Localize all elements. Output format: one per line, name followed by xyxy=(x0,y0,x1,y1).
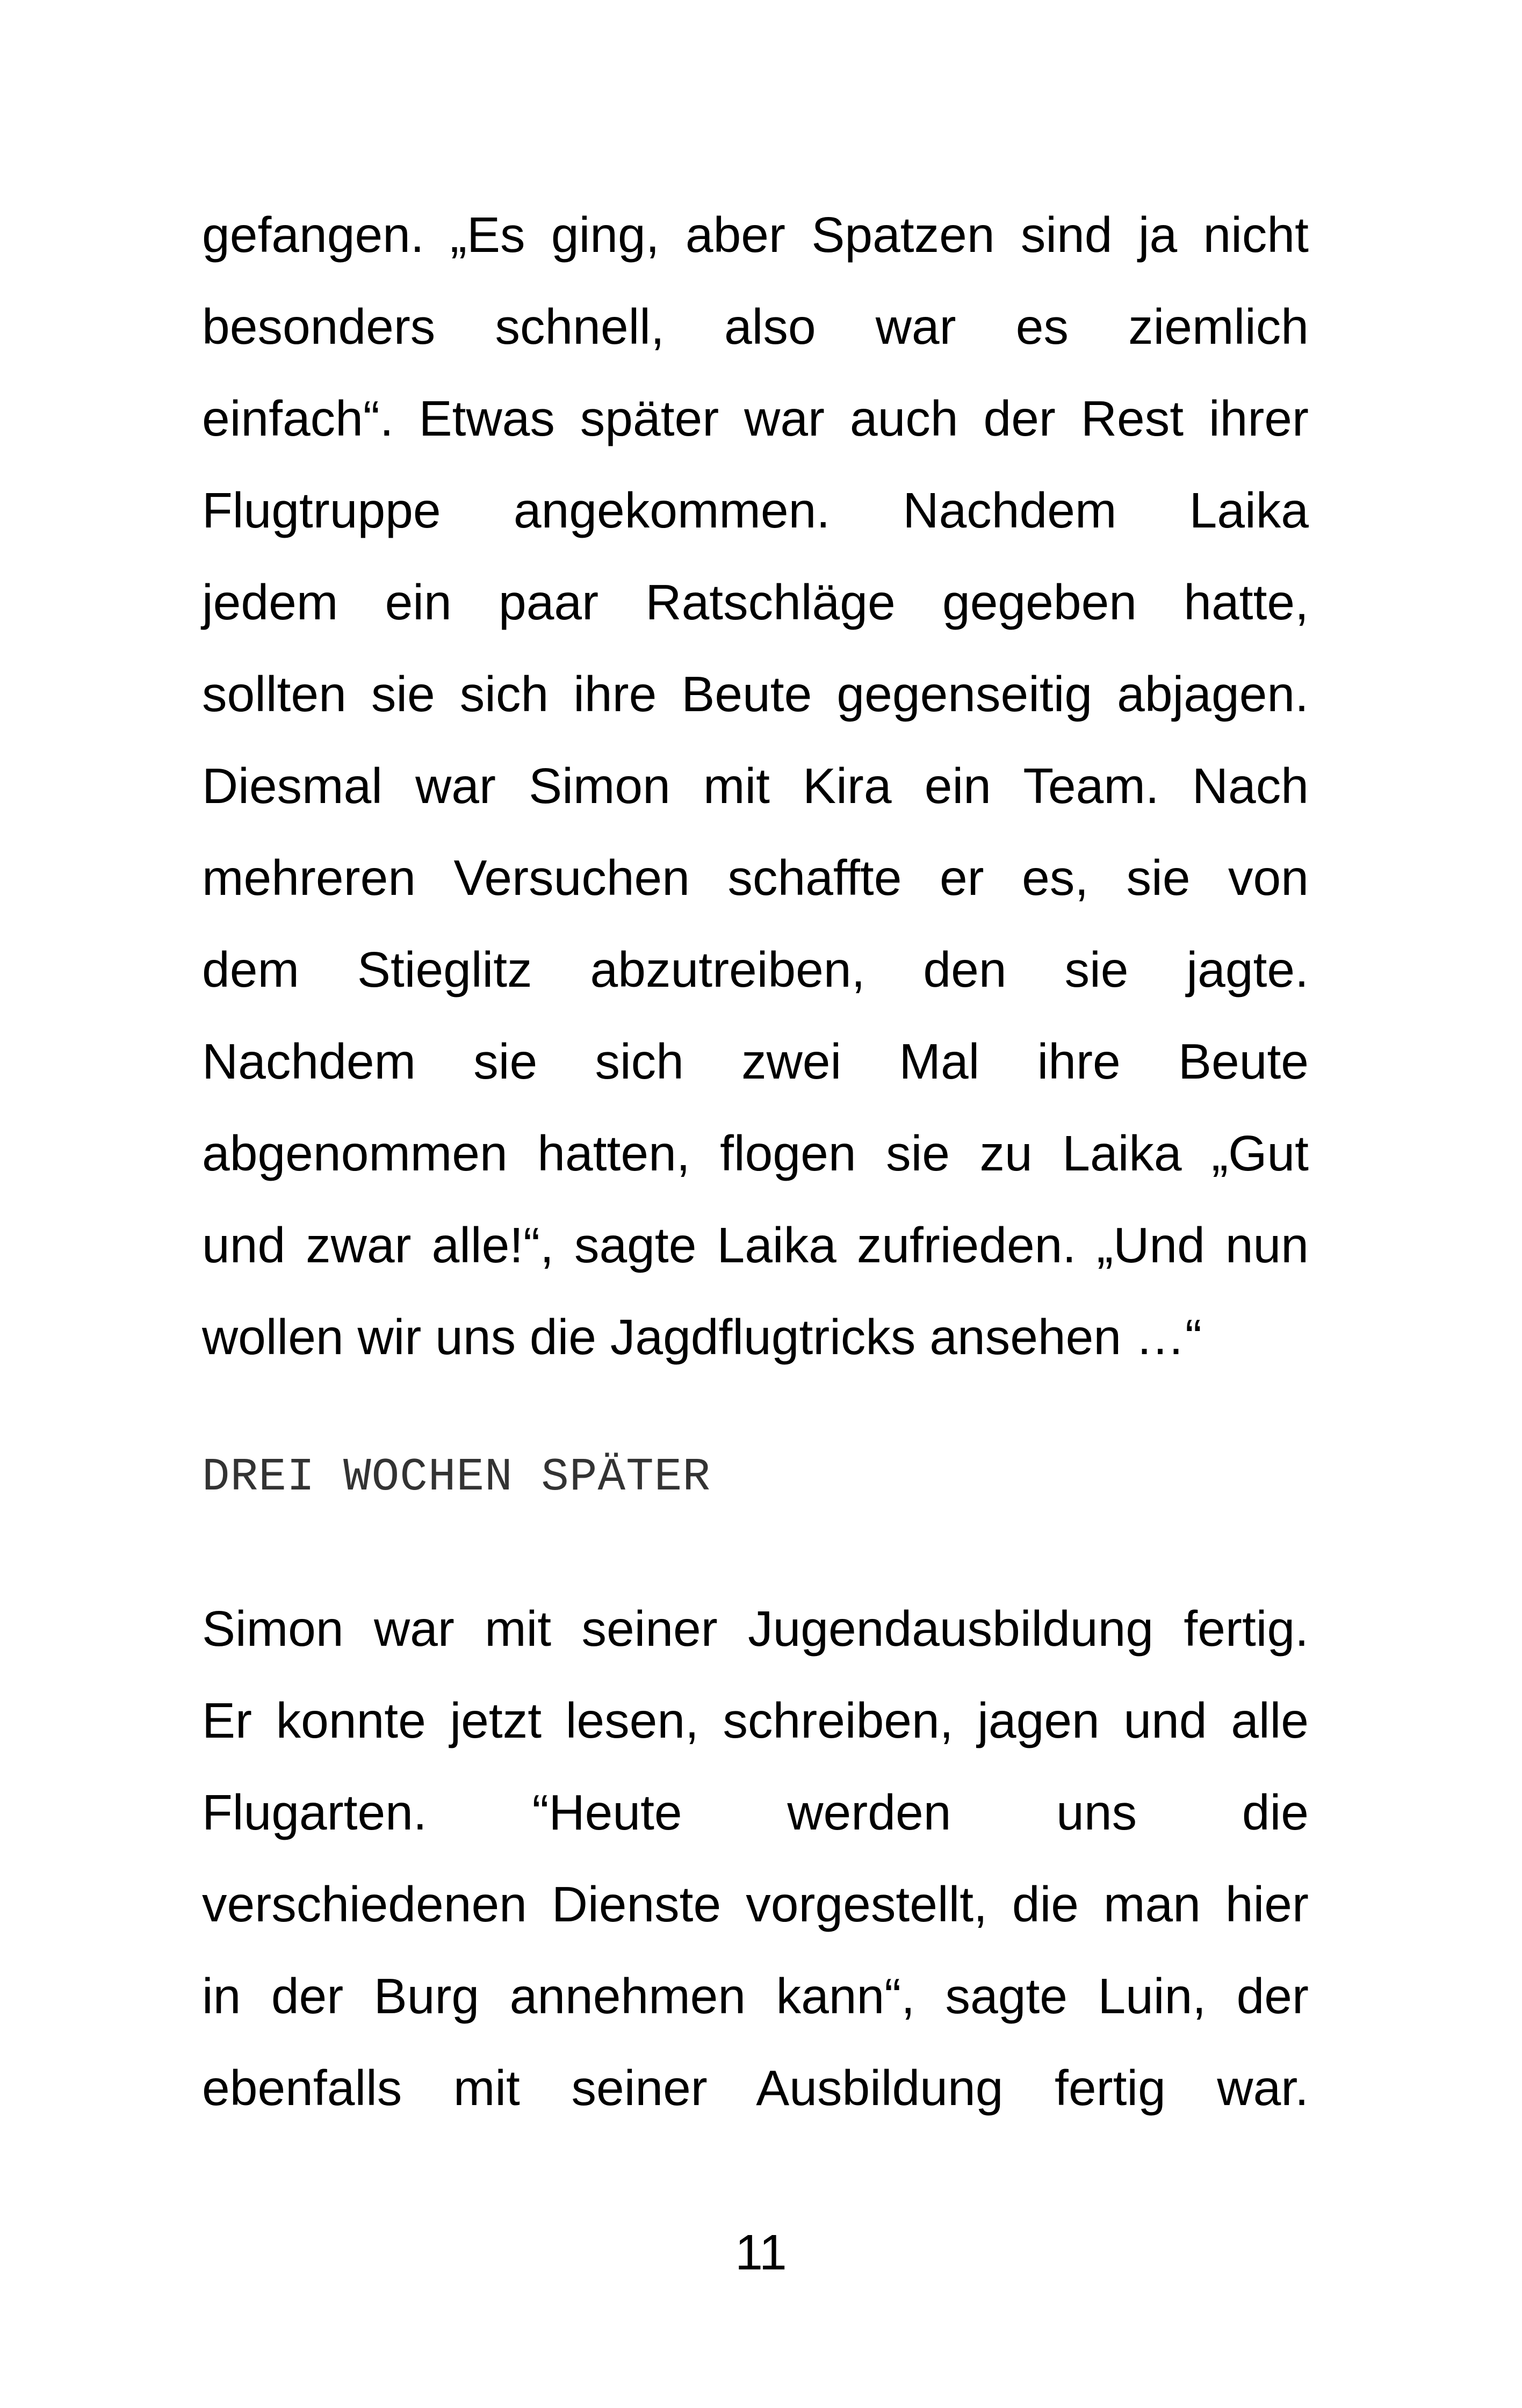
text-line: besonders schnell, also war es ziemlich xyxy=(202,299,1309,355)
text-line: einfach“. Etwas später war auch der Rest ihrer xyxy=(202,391,1309,446)
text-line: dem Stieglitz abzutreiben, den sie jagte. xyxy=(202,942,1309,997)
text-line: jedem ein paar Ratschläge gegeben hatte, xyxy=(202,574,1309,630)
text-line: in der Burg annehmen kann“, sagte Luin, der xyxy=(202,1968,1309,2024)
text-line: gefangen. „Es ging, aber Spatzen sind ja nicht xyxy=(202,207,1309,263)
text-line: und zwar alle!“, sagte Laika zufrieden. „Und nun xyxy=(202,1217,1309,1273)
paragraph-1 xyxy=(202,189,1309,1383)
text-line: Nachdem sie sich zwei Mal ihre Beute xyxy=(202,1033,1309,1089)
page-number: 11 xyxy=(735,2224,787,2280)
text-line: verschiedenen Dienste vorgestellt, die man hier xyxy=(202,1876,1309,1932)
text-line: Flugtruppe angekommen. Nachdem Laika xyxy=(202,482,1309,538)
text-line: Flugarten. “Heute werden uns die xyxy=(202,1784,1309,1840)
text-line: mehreren Versuchen schaffte er es, sie von xyxy=(202,850,1309,906)
text-line: Er konnte jetzt lesen, schreiben, jagen und alle xyxy=(202,1693,1309,1748)
section-heading: DREI WOCHEN SPÄTER xyxy=(202,1451,711,1503)
text-line: Simon war mit seiner Jugendausbildung fertig. xyxy=(202,1601,1309,1657)
text-line: ebenfalls mit seiner Ausbildung fertig war. xyxy=(202,2060,1309,2116)
text-line: Diesmal war Simon mit Kira ein Team. Nach xyxy=(202,758,1309,814)
text-line: sollten sie sich ihre Beute gegenseitig abjagen. xyxy=(202,666,1309,722)
text-line: wollen wir uns die Jagdflugtricks ansehen …“ xyxy=(202,1309,1202,1365)
paragraph-2 xyxy=(202,1583,1309,2134)
text-line: abgenommen hatten, flogen sie zu Laika „Gut xyxy=(202,1125,1309,1181)
